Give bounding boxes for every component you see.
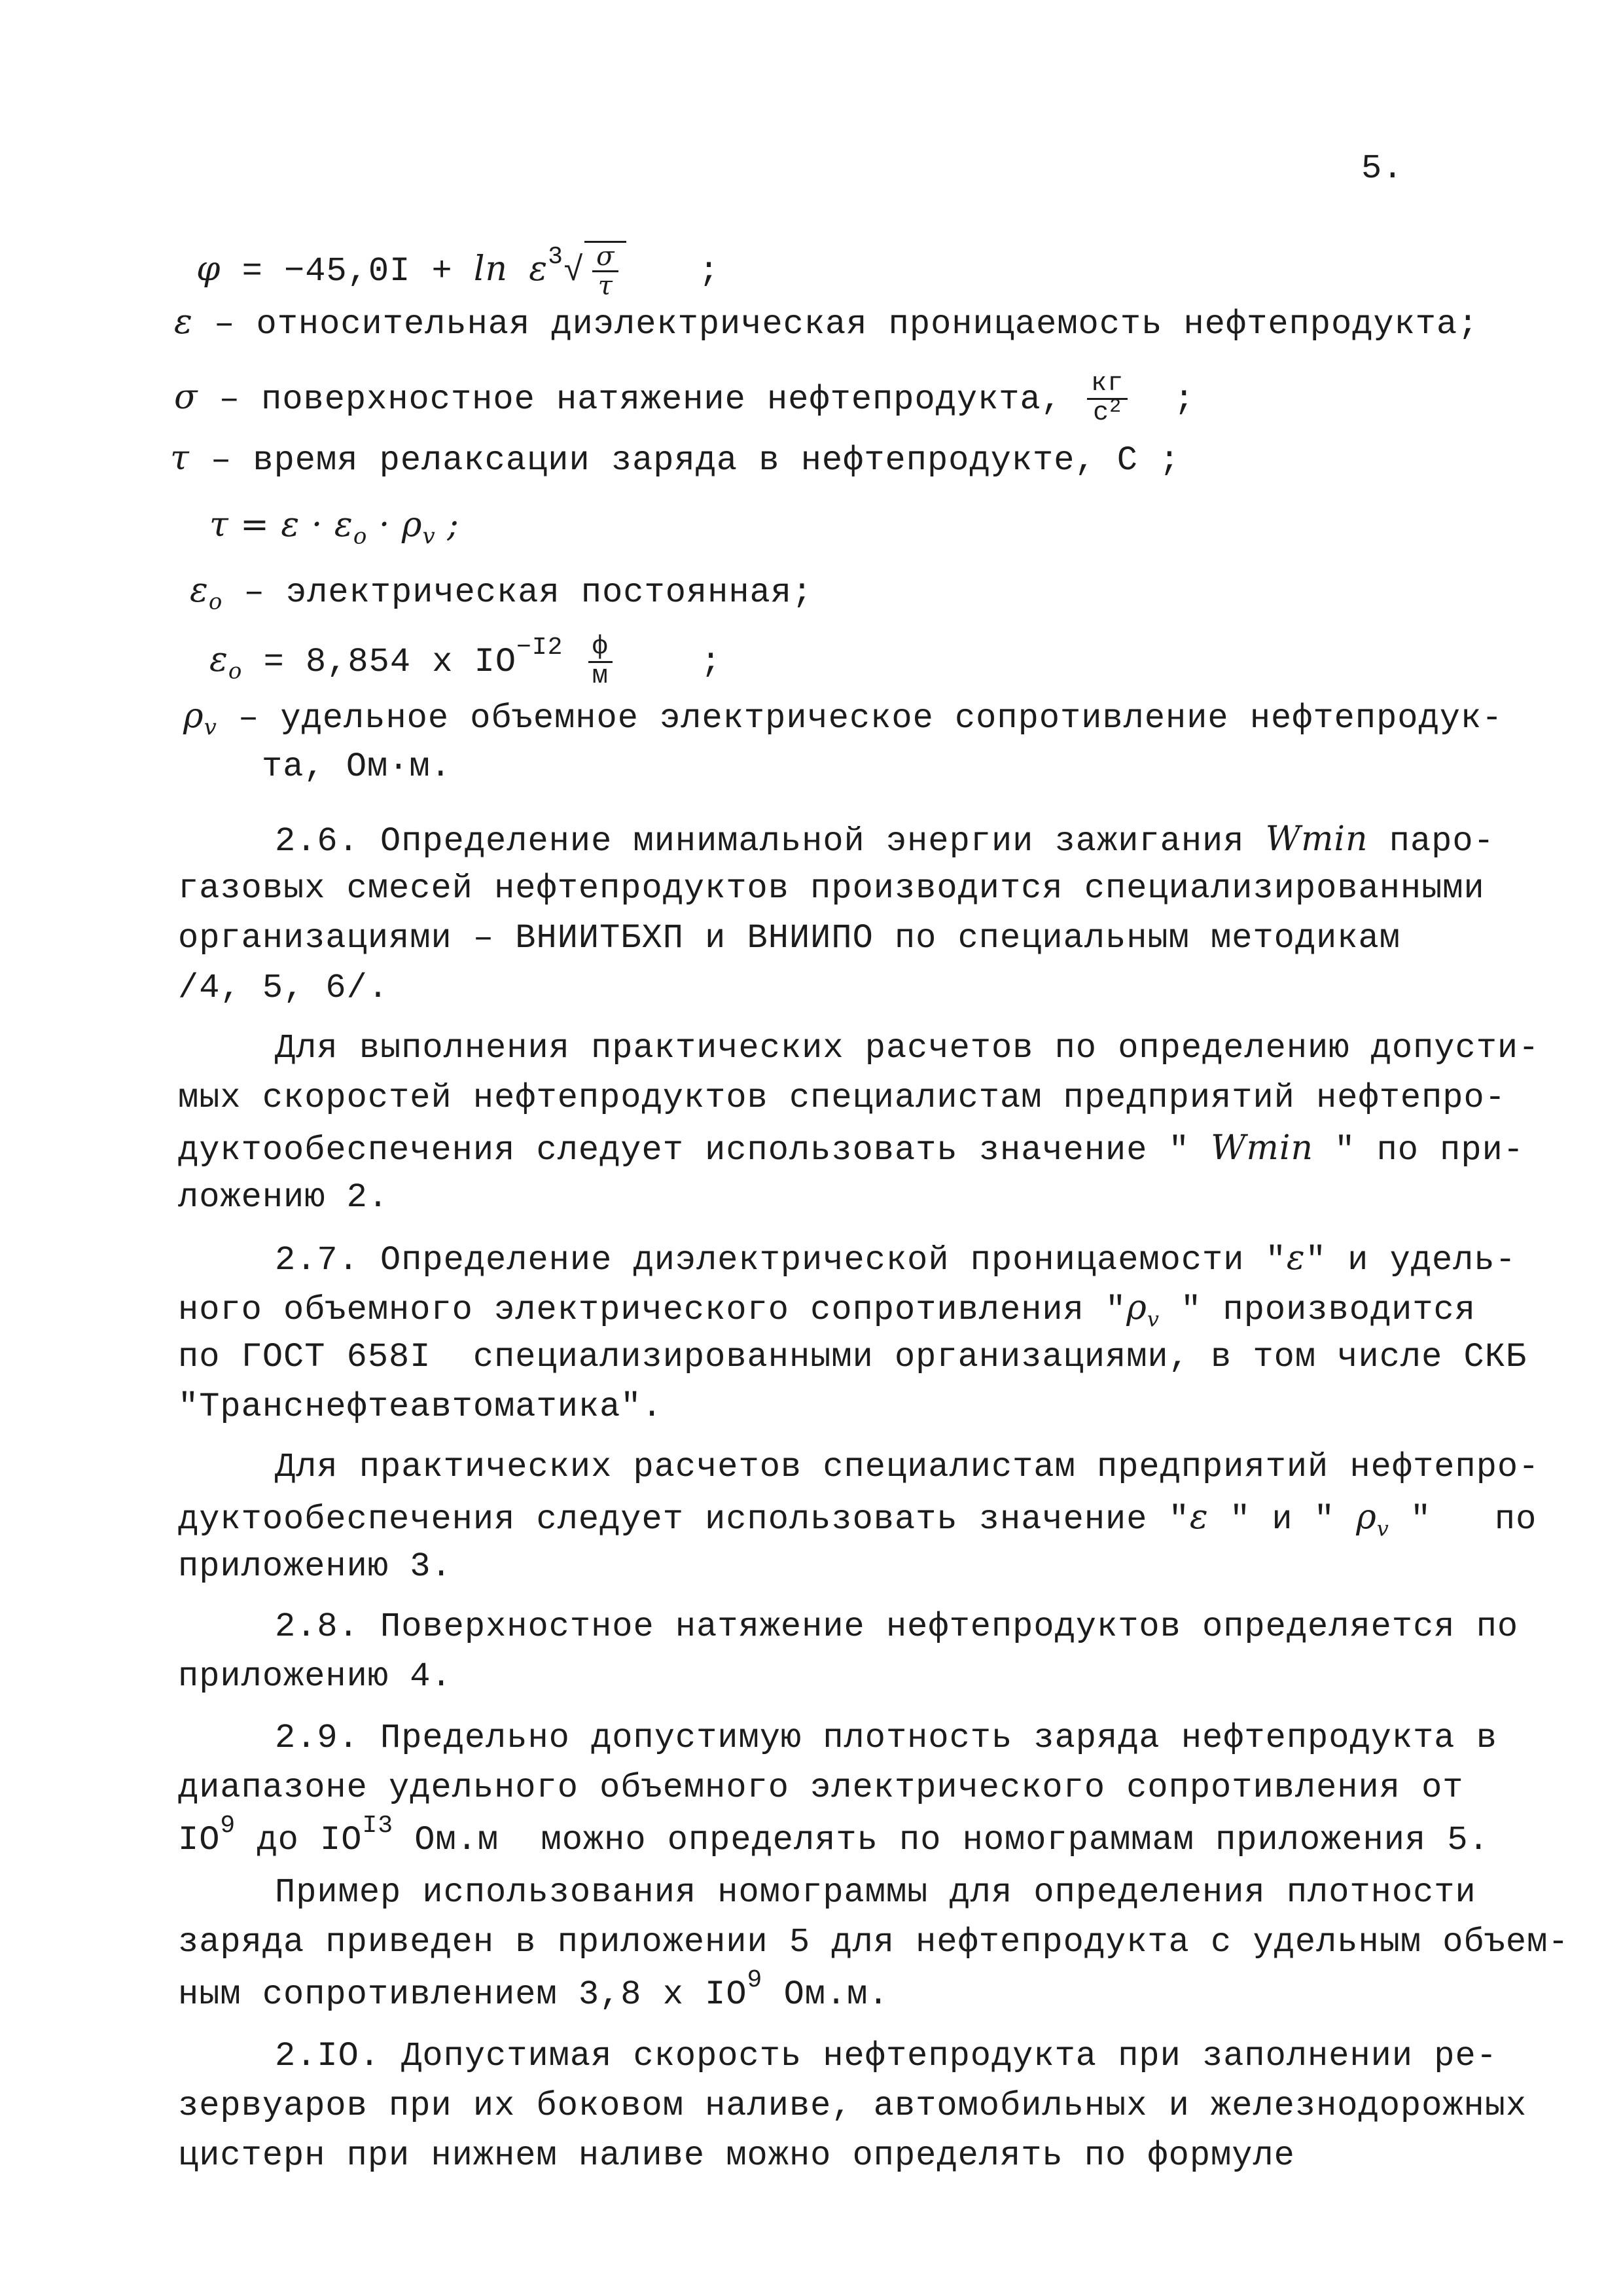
wmin-symbol: Wmin	[1211, 1128, 1313, 1168]
formula-eps0: $\varepsilon_o = 8,854$ x $IO^{-I2}$ $\frac{ф}{м}$ ;	[209, 632, 722, 691]
def-rho-line1: $\rho_v$ – удельное объемное электрическое сопротивление нефтепродук-	[183, 696, 1503, 741]
s27-line2: ного объемного электрического сопротивления "$\rho_v$ " производится	[178, 1288, 1476, 1332]
root-index: 3	[548, 243, 563, 272]
s27-line4: "Транснефтеавтоматика".	[178, 1388, 663, 1426]
def-tau: τ – время релаксации заряда в нефтепродукте, С ;	[170, 439, 1181, 480]
s28-line2: приложению 4.	[178, 1657, 452, 1696]
p29-line2: заряда приведен в приложении 5 для нефтепродукта с удельным объем-	[178, 1923, 1569, 1962]
s26-line4: /4, 5, 6/.	[178, 969, 389, 1007]
eps0-unit: $\frac{ф}{м}$	[588, 634, 613, 691]
formula-phi	[196, 241, 720, 300]
s29-line3: $IO^9$ до $IO^{I3}$ Ом.м можно определять по номограммам приложения 5.	[178, 1812, 1489, 1859]
def-sigma: σ – поверхностное натяжение нефтепродукта, $\frac{кг}{с^2}$ ;	[174, 369, 1195, 428]
s26-line3: организациями – ВНИИТБХП и ВНИИПО по специальным методикам	[178, 919, 1400, 958]
s210-line2: зервуаров при их боковом наливе, автомобильных и железнодорожных	[178, 2087, 1527, 2125]
s29-line2: диапазоне удельного объемного электрического сопротивления от	[178, 1768, 1464, 1807]
formula-phi-end: ;	[698, 252, 720, 291]
eps-symbol: ε	[529, 249, 548, 289]
s27-line3: по ГОСТ 658I специализированными организациями, в том числе СКБ	[178, 1338, 1527, 1376]
p27-line1: Для практических расчетов специалистам предприятий нефтепро-	[275, 1448, 1540, 1486]
p26-line1: Для выполнения практических расчетов по определению допусти-	[275, 1029, 1540, 1067]
s29-line1: 2.9. Предельно допустимую плотность заряда нефтепродукта в	[275, 1719, 1497, 1757]
p27-line3: приложению 3.	[178, 1547, 452, 1586]
ln-symbol: ln	[473, 249, 508, 289]
page-number: 5.	[1361, 149, 1404, 188]
s26-line2: газовых смесей нефтепродуктов производится специализированными	[178, 869, 1485, 908]
p27-line2: дуктообеспечения следует использовать значение "ε " и " $\rho_v$ " по	[178, 1498, 1537, 1541]
p29-line1: Пример использования номограммы для определения плотности	[275, 1873, 1476, 1912]
radicand	[584, 241, 626, 300]
p26-line2: мых скоростей нефтепродуктов специалистам предприятий нефтепро-	[178, 1079, 1506, 1117]
sigma-unit: $\frac{кг}{с^2}$	[1087, 370, 1128, 429]
s28-line1: 2.8. Поверхностное натяжение нефтепродуктов определяется по	[275, 1607, 1519, 1646]
s26-line1: 2.6. Определение минимальной энергии зажигания Wmin паро-	[275, 819, 1495, 861]
def-eps: ε – относительная диэлектрическая проницаемость нефтепродукта;	[174, 302, 1479, 344]
radical-sign: √	[563, 252, 585, 291]
phi-symbol: φ	[196, 249, 221, 289]
p29-line3: ным сопротивлением 3,8 x $IO^9$ Ом.м.	[178, 1966, 889, 2014]
formula-tau: $\tau = \varepsilon \cdot \varepsilon_o \cdot \rho_v$ ;	[209, 505, 459, 550]
s210-line3: цистерн при нижнем наливе можно определять по формуле	[178, 2136, 1295, 2175]
wmin-symbol: Wmin	[1265, 819, 1368, 859]
radicand-fraction: $\frac{\sigma}{\tau}$	[592, 243, 618, 300]
def-rho-line2: та, Ом·м.	[262, 747, 452, 786]
p26-line4: ложению 2.	[178, 1178, 389, 1217]
s210-line1: 2.IO. Допустимая скорость нефтепродукта при заполнении ре-	[275, 2037, 1497, 2075]
p26-line3: дуктообеспечения следует использовать значение " Wmin " по при-	[178, 1128, 1525, 1170]
formula-phi-lhs: = −45,0I +	[221, 252, 474, 291]
def-eps0: $\varepsilon_o$ – электрическая постоянная;	[190, 571, 813, 615]
s27-line1: 2.7. Определение диэлектрической проницаемости "ε" и удель-	[275, 1238, 1516, 1280]
